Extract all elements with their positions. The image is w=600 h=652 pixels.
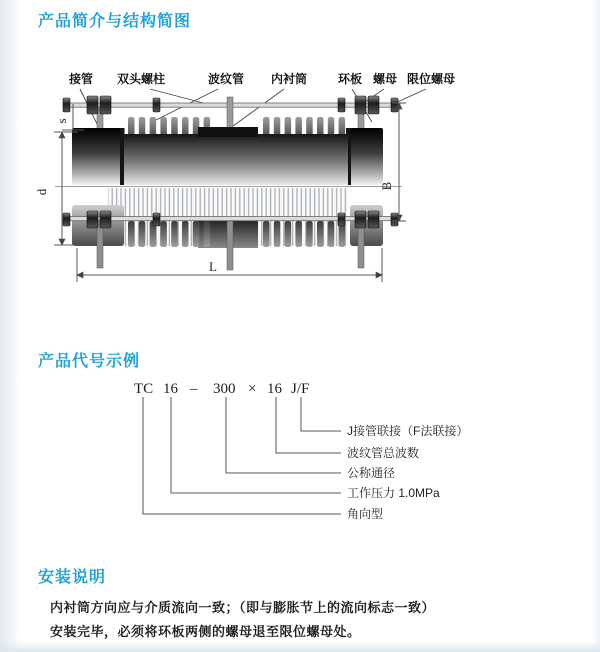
label-liner: 内衬筒 xyxy=(270,72,308,86)
bellows-tab xyxy=(328,221,335,247)
structure-diagram xyxy=(0,60,600,300)
bellows-tab xyxy=(285,221,292,247)
label-bellows: 波纹管 xyxy=(207,72,245,86)
product-code-row xyxy=(134,381,309,397)
dim-s: s xyxy=(54,118,69,124)
dim-d: d xyxy=(34,188,49,196)
bellows-tab xyxy=(295,221,302,247)
label-stud: 双头螺柱 xyxy=(116,72,166,86)
label-nut: 螺母 xyxy=(372,72,398,86)
bellows-tab xyxy=(160,221,167,247)
body-upper xyxy=(124,134,348,185)
weld-end-right xyxy=(350,128,383,185)
tie-rod-top xyxy=(68,103,400,107)
bellows-tab xyxy=(171,221,178,247)
dim-B: B xyxy=(379,181,394,191)
code-connectors xyxy=(143,402,341,514)
bellows-tab xyxy=(193,221,200,247)
code-part-dash: – xyxy=(190,381,198,397)
bellows-tab xyxy=(306,221,313,247)
code-part-type: TC xyxy=(134,381,154,397)
bellows-tab xyxy=(139,221,146,247)
expansion-joint-drawing xyxy=(55,96,402,270)
code-part-pressure: 16 xyxy=(163,381,178,397)
install-section-title: 安装说明 xyxy=(38,569,107,586)
install-note-line1: 内衬筒方向应与介质流向一致；（即与膨胀节上的流向标志一致） xyxy=(50,600,436,615)
bellows-tab xyxy=(204,221,211,247)
breakdown-pressure: 工作压力 1.0MPa xyxy=(347,486,440,500)
code-breakdown-labels xyxy=(347,423,468,521)
label-limit-nut: 限位螺母 xyxy=(406,72,456,86)
stud-lower-center xyxy=(227,221,233,270)
page-edge-bottom xyxy=(0,641,600,652)
code-part-waves: 16 xyxy=(267,381,282,397)
install-note-line2: 安装完毕，必须将环板两侧的螺母退至限位螺母处。 xyxy=(50,624,361,639)
bellows-tab xyxy=(274,221,281,247)
dim-L: L xyxy=(209,259,217,274)
breakdown-connection: J接管联接（F法联接） xyxy=(347,424,469,438)
label-jieguan: 接管 xyxy=(68,72,94,86)
code-part-diameter: 300 xyxy=(213,381,236,397)
breakdown-waves: 波纹管总波数 xyxy=(347,446,420,460)
bellows-tab xyxy=(182,221,189,247)
product-code-breakdown xyxy=(0,372,600,532)
bellows-tab xyxy=(263,221,270,247)
label-ring-plate: 环板 xyxy=(337,72,363,86)
tie-rod-bottom xyxy=(68,217,400,221)
breakdown-type: 角向型 xyxy=(347,507,384,521)
code-ticks xyxy=(143,397,301,402)
bellows-tab xyxy=(128,221,135,247)
inner-liner-band xyxy=(198,127,258,137)
bellows-tab xyxy=(317,221,324,247)
code-section-title: 产品代号示例 xyxy=(38,353,141,370)
weld-end-left xyxy=(72,128,124,185)
breakdown-diameter: 公称通径 xyxy=(347,466,396,480)
code-part-times: × xyxy=(248,381,257,397)
ring-plate-left xyxy=(120,128,125,185)
part-labels xyxy=(68,71,455,86)
code-part-connection: J/F xyxy=(291,381,310,397)
stud-upper-center xyxy=(227,97,233,130)
intro-section-title: 产品简介与结构简图 xyxy=(38,13,192,30)
